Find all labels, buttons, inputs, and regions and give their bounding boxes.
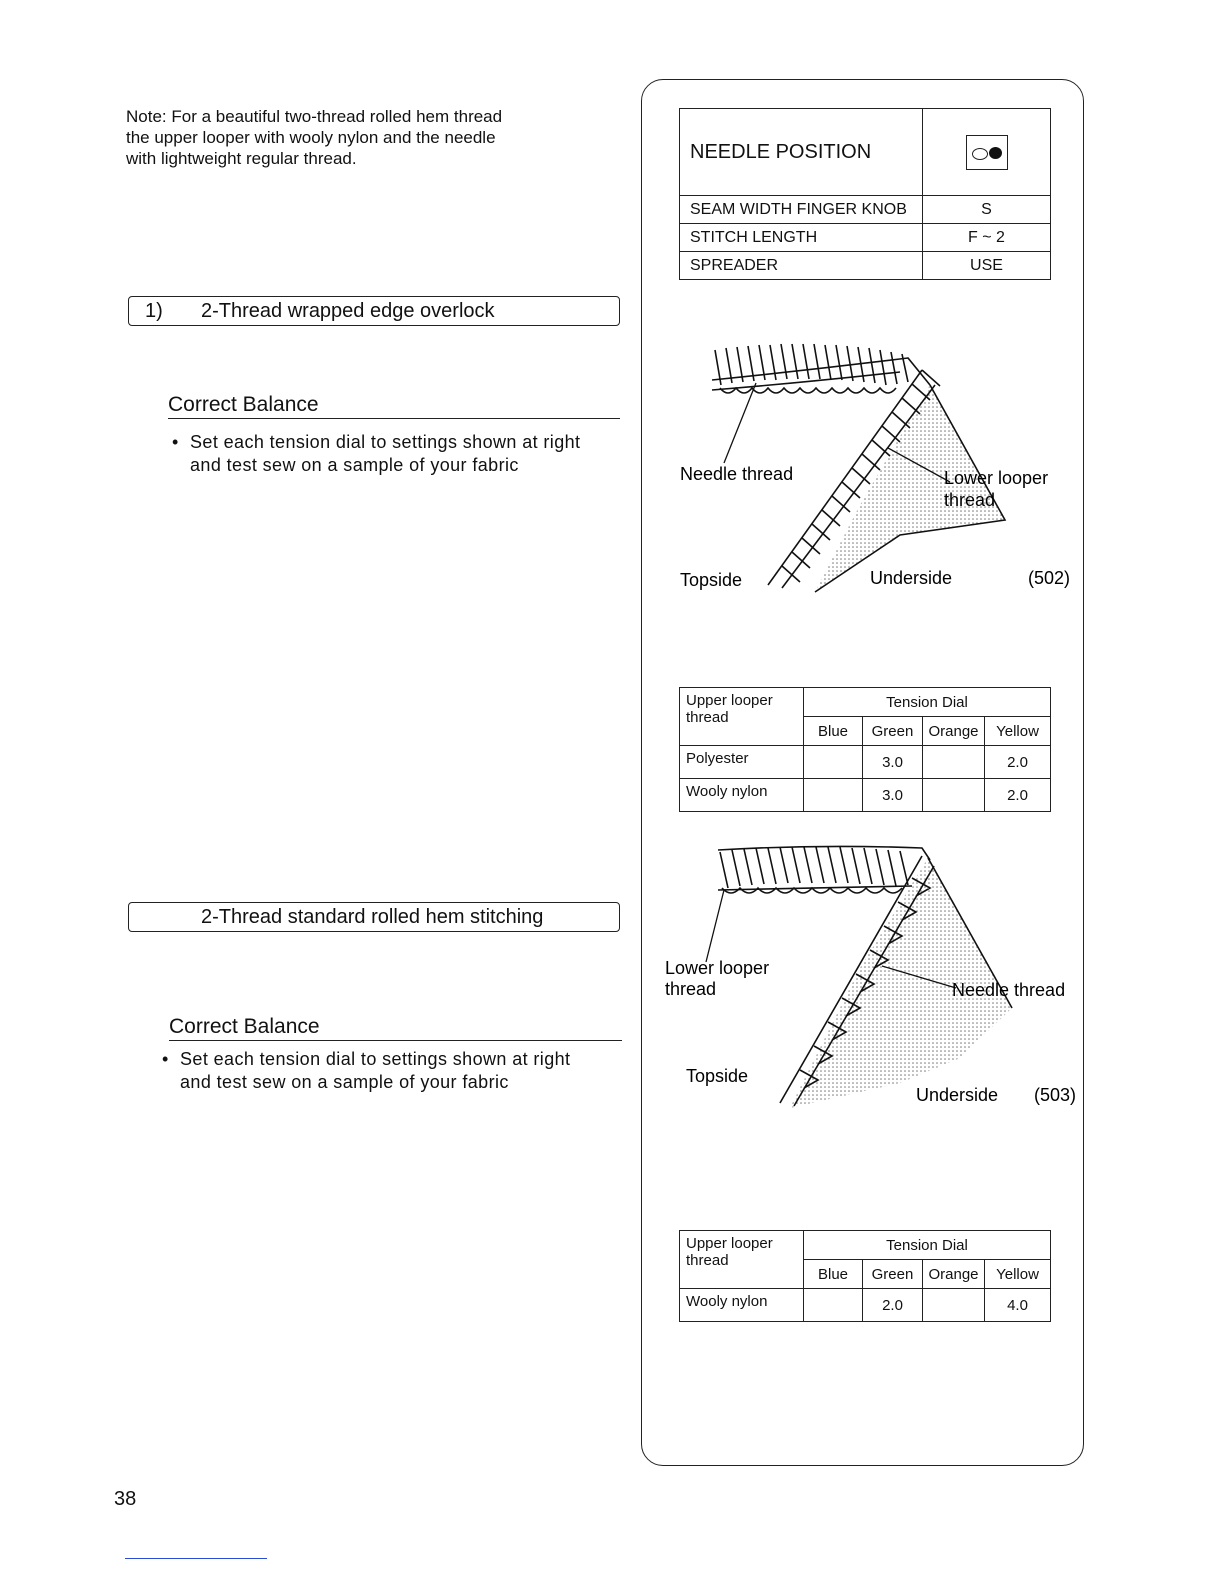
orange-value (923, 779, 985, 812)
yellow-value: 2.0 (985, 779, 1051, 812)
column-orange: Orange (923, 717, 985, 746)
blue-value (804, 779, 863, 812)
needle-thread-leader (724, 383, 756, 463)
column-green: Green (863, 717, 923, 746)
topside-label: Topside (686, 1066, 749, 1086)
orange-value (923, 746, 985, 779)
footer-divider (125, 1558, 267, 1559)
section-1-title: 2-Thread wrapped edge overlock (201, 300, 495, 322)
green-value: 3.0 (863, 746, 923, 779)
instruction-line: Set each tension dial to settings shown at right (190, 432, 581, 452)
lower-looper-label: Lower looper (665, 958, 770, 978)
needle-thread-label: Needle thread (680, 464, 794, 484)
bullet-icon: • (162, 1049, 169, 1069)
underside-label: Underside (870, 568, 953, 588)
header-line: thread (686, 709, 729, 726)
blue-value (804, 746, 863, 779)
tension-dial-table-1 (679, 687, 1051, 812)
lower-looper-label: thread (944, 490, 996, 510)
needle-position-label: NEEDLE POSITION (680, 109, 923, 196)
needle-position-icon (966, 135, 1008, 170)
underside-label: Underside (916, 1085, 999, 1105)
needle-thread-label: Needle thread (952, 980, 1066, 1000)
thread-name: Wooly nylon (680, 779, 804, 812)
section-2-title: 2-Thread standard rolled hem stitching (201, 906, 544, 928)
upper-looper-header (680, 1231, 804, 1289)
setting-value: S (923, 196, 1051, 224)
blue-value (804, 1289, 863, 1322)
yellow-value: 2.0 (985, 746, 1051, 779)
table-row (680, 779, 1051, 812)
fabric-underside (815, 385, 1005, 592)
rolled-hem-illustration (660, 838, 1085, 1118)
thread-name: Wooly nylon (680, 1289, 804, 1322)
tension-dial-header: Tension Dial (804, 1231, 1051, 1260)
setting-label: SEAM WIDTH FINGER KNOB (680, 196, 923, 224)
setting-value: F ~ 2 (923, 224, 1051, 252)
note-line: the upper looper with wooly nylon and the needle (126, 128, 496, 147)
green-value: 3.0 (863, 779, 923, 812)
header-line: Upper looper (686, 1235, 773, 1252)
column-blue: Blue (804, 1260, 863, 1289)
upper-looper-header (680, 688, 804, 746)
column-yellow: Yellow (985, 717, 1051, 746)
topside-label: Topside (680, 570, 743, 590)
figure-number: (502) (1028, 568, 1071, 588)
note-line: Note: For a beautiful two-thread rolled hem thread (126, 107, 503, 126)
wrapped-edge-illustration (660, 330, 1080, 600)
page-number: 38 (114, 1488, 137, 1510)
column-orange: Orange (923, 1260, 985, 1289)
lower-looper-label: Lower looper (944, 468, 1049, 488)
correct-balance-heading-2: Correct Balance (169, 1015, 622, 1041)
section-2-header (128, 902, 620, 932)
setting-label: STITCH LENGTH (680, 224, 923, 252)
green-value: 2.0 (863, 1289, 923, 1322)
note-text (126, 106, 566, 169)
header-line: thread (686, 1252, 729, 1269)
machine-settings-table (679, 108, 1051, 280)
thread-name: Polyester (680, 746, 804, 779)
figure-number: (503) (1034, 1085, 1077, 1105)
tension-dial-table-2 (679, 1230, 1051, 1322)
section-1-number: 1) (145, 300, 163, 322)
section-1-header (128, 296, 620, 326)
instruction-bullet-2 (162, 1048, 632, 1094)
instruction-line: and test sew on a sample of your fabric (180, 1072, 509, 1092)
correct-balance-heading-1: Correct Balance (168, 393, 620, 419)
column-green: Green (863, 1260, 923, 1289)
yellow-value: 4.0 (985, 1289, 1051, 1322)
lower-looper-label: thread (665, 979, 717, 999)
header-line: Upper looper (686, 692, 773, 709)
setting-label: SPREADER (680, 252, 923, 280)
setting-value: USE (923, 252, 1051, 280)
table-row (680, 1289, 1051, 1322)
column-yellow: Yellow (985, 1260, 1051, 1289)
table-row (680, 746, 1051, 779)
instruction-line: and test sew on a sample of your fabric (190, 455, 519, 475)
instruction-line: Set each tension dial to settings shown at right (180, 1049, 571, 1069)
looper-thread-leader (706, 890, 724, 962)
tension-dial-header: Tension Dial (804, 688, 1051, 717)
bullet-icon: • (172, 432, 179, 452)
note-line: with lightweight regular thread. (126, 149, 357, 168)
instruction-bullet-1 (172, 431, 632, 477)
orange-value (923, 1289, 985, 1322)
column-blue: Blue (804, 717, 863, 746)
